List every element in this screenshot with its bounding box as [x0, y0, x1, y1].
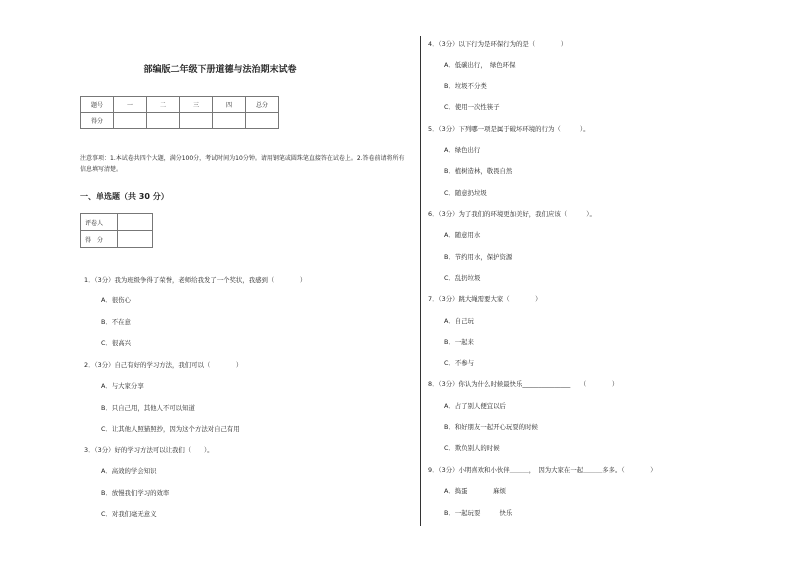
question-1-option-b: B．不在意 [101, 318, 131, 326]
question-3-option-a: A．高效的学会知识 [101, 467, 157, 475]
question-9: 9．（3分）小明喜欢和小伙伴＿＿＿， 因为大家在一起＿＿＿多多。（ ） [428, 466, 657, 474]
question-8-option-c: C．欺负别人的时候 [444, 444, 500, 452]
score-header-cell: 题号 [81, 97, 114, 113]
question-1-option-c: C．很高兴 [101, 339, 132, 347]
column-divider [420, 36, 421, 526]
question-2-option-b: B．只自己用，其他人不可以知道 [101, 404, 195, 412]
question-7-option-c: C．不参与 [444, 359, 475, 367]
score-row-label: 得分 [81, 113, 114, 129]
question-6-option-c: C．乱扔垃圾 [444, 274, 481, 282]
score-header-cell: 总分 [246, 97, 279, 113]
question-1: 1．（3分）我为班级争得了荣誉，老师给我发了一个奖状，我感到（ ） [84, 276, 307, 284]
question-2-option-a: A．与大家分享 [101, 382, 144, 390]
question-4: 4．（3分）以下行为是环保行为的是（ ） [428, 40, 568, 48]
question-6-option-b: B．节约用水，保护资源 [444, 253, 513, 261]
grader-label: 评卷人 [81, 214, 118, 231]
score-cell [180, 113, 213, 129]
question-1-option-a: A．很伤心 [101, 296, 131, 304]
question-4-option-c: C．使用一次性筷子 [444, 103, 500, 111]
exam-notice: 注意事项：1.本试卷共四个大题，满分100分，考试时间为10分钟。请用钢笔或圆珠笔直接答在试卷上。2.答卷前请将所有信息填写清楚。 [80, 155, 405, 173]
score-header-cell: 三 [180, 97, 213, 113]
question-7: 7．（3分）跳大绳需要大家（ ） [428, 295, 542, 303]
score-cell [114, 113, 147, 129]
question-9-option-b: B．一起玩耍 快乐 [444, 509, 513, 517]
question-5-option-c: C．随意扔垃圾 [444, 189, 487, 197]
question-8-option-b: B．和好朋友一起开心玩耍的时候 [444, 423, 538, 431]
grader-table [80, 213, 153, 248]
question-5-option-a: A．绿色出行 [444, 146, 481, 154]
score-header-cell: 四 [213, 97, 246, 113]
score-table [80, 96, 279, 129]
question-8-option-a: A．占了别人便宜以后 [444, 402, 506, 410]
question-3: 3．（3分）好的学习方法可以让我们（ ）。 [84, 446, 214, 454]
question-7-option-a: A．自己玩 [444, 317, 474, 325]
score-table-header-row [81, 97, 279, 113]
question-6: 6．（3分）为了我们的环境更加美好，我们应该（ ）。 [428, 210, 596, 218]
question-5: 5．（3分）下列哪一项是属于破坏环境的行为（ ）。 [428, 125, 590, 133]
score-header-cell: 一 [114, 97, 147, 113]
score-cell [213, 113, 246, 129]
score-table-row [81, 113, 279, 129]
grader-score-label: 得 分 [81, 231, 118, 248]
score-cell [147, 113, 180, 129]
grader-cell [118, 214, 153, 231]
question-5-option-b: B．植树造林，敬畏自然 [444, 167, 513, 175]
question-6-option-a: A．随意用水 [444, 231, 481, 239]
page-title: 部编版二年级下册道德与法治期末试卷 [143, 65, 297, 75]
score-header-cell: 二 [147, 97, 180, 113]
grader-cell [118, 231, 153, 248]
question-3-option-c: C．对我们毫无意义 [101, 510, 157, 518]
question-4-option-a: A．低碳出行， 绿色环保 [444, 61, 516, 69]
question-4-option-b: B．垃圾不分类 [444, 82, 487, 90]
question-9-option-a: A．捣蛋 麻烦 [444, 487, 506, 495]
section-title: 一、单选题（共 30 分） [80, 192, 169, 201]
question-2-option-c: C．让其他人照猫照抄，因为这个方法对自己有用 [101, 425, 240, 433]
question-7-option-b: B．一起来 [444, 338, 474, 346]
question-8: 8．（3分）你认为什么时候最快乐_______________ （ ） [428, 380, 619, 388]
question-3-option-b: B．放慢我们学习的效率 [101, 489, 170, 497]
score-cell [246, 113, 279, 129]
question-2: 2．（3分）自己有好的学习方法，我们可以（ ） [84, 361, 243, 369]
